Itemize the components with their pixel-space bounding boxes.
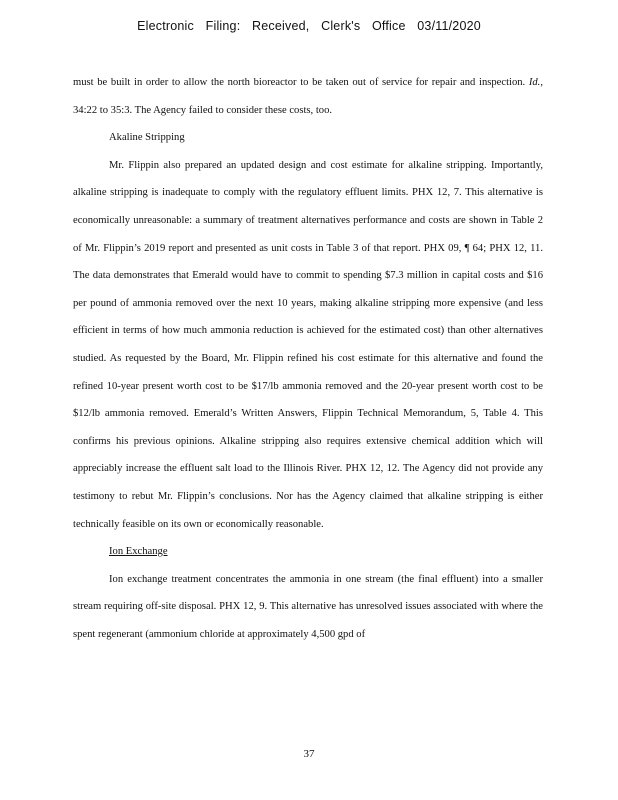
electronic-filing-header: Electronic Filing: Received, Clerk's Office 03/11/2020 (137, 19, 481, 33)
paragraph-alkaline-stripping: Mr. Flippin also prepared an updated design and cost estimate for alkaline stripping. Importantly, alkaline stripping is inadequate to comply with the regulatory effluent limits. PHX 12, 7. This alternative is economically unreasonable: a summary of treatment alternatives performance and costs are shown in Table 2 of Mr. Flippin’s 2019 report and presented as unit costs in Table 3 of that report. PHX 09, ¶ 64; PHX 12, 11. The data demonstrates that Emerald would have to commit to spending $7.3 million in capital costs and $16 per pound of ammonia removed over the next 10 years, making alkaline stripping more expensive (and less efficient in terms of how much ammonia reduction is achieved for the estimated cost) than other alternatives studied. As requested by the Board, Mr. Flippin refined his cost estimate for this alternative and found the refined 10-year present worth cost to be $17/lb ammonia removed and the 20-year present worth cost to be $12/lb ammonia removed. Emerald’s Written Answers, Flippin Technical Memorandum, 5, Table 4. This confirms his previous opinions. Alkaline stripping also requires extensive chemical addition which will appreciably increase the effluent salt load to the Illinois River. PHX 12, 12. The Agency did not provide any testimony to rebut Mr. Flippin’s conclusions. Nor has the Agency claimed that alkaline stripping is either technically feasible on its own or economically reasonable. (73, 159, 543, 530)
paragraph-continuation (73, 69, 543, 124)
section-heading-ion-exchange: Ion Exchange (109, 546, 168, 558)
page-number: 37 (303, 748, 315, 760)
section-heading-akaline-stripping: Akaline Stripping (109, 132, 185, 144)
document-body (73, 69, 543, 648)
citation-id: Id. (528, 77, 541, 88)
paragraph-text: must be built in order to allow the north bioreactor to be taken out of service for repair and inspection. (73, 77, 529, 88)
section-heading-ion-exchange-wrap (109, 538, 543, 566)
paragraph-ion-exchange: Ion exchange treatment concentrates the ammonia in one stream (the final effluent) into a smaller stream requiring off-site disposal. PHX 12, 9. This alternative has unresolved issues associated with where the spent regenerant (ammonium chloride at approximately 4,500 gpd of (73, 573, 543, 640)
paragraph-text: , 34:22 to 35:3. The Agency failed to consider these costs, too. (73, 77, 543, 116)
